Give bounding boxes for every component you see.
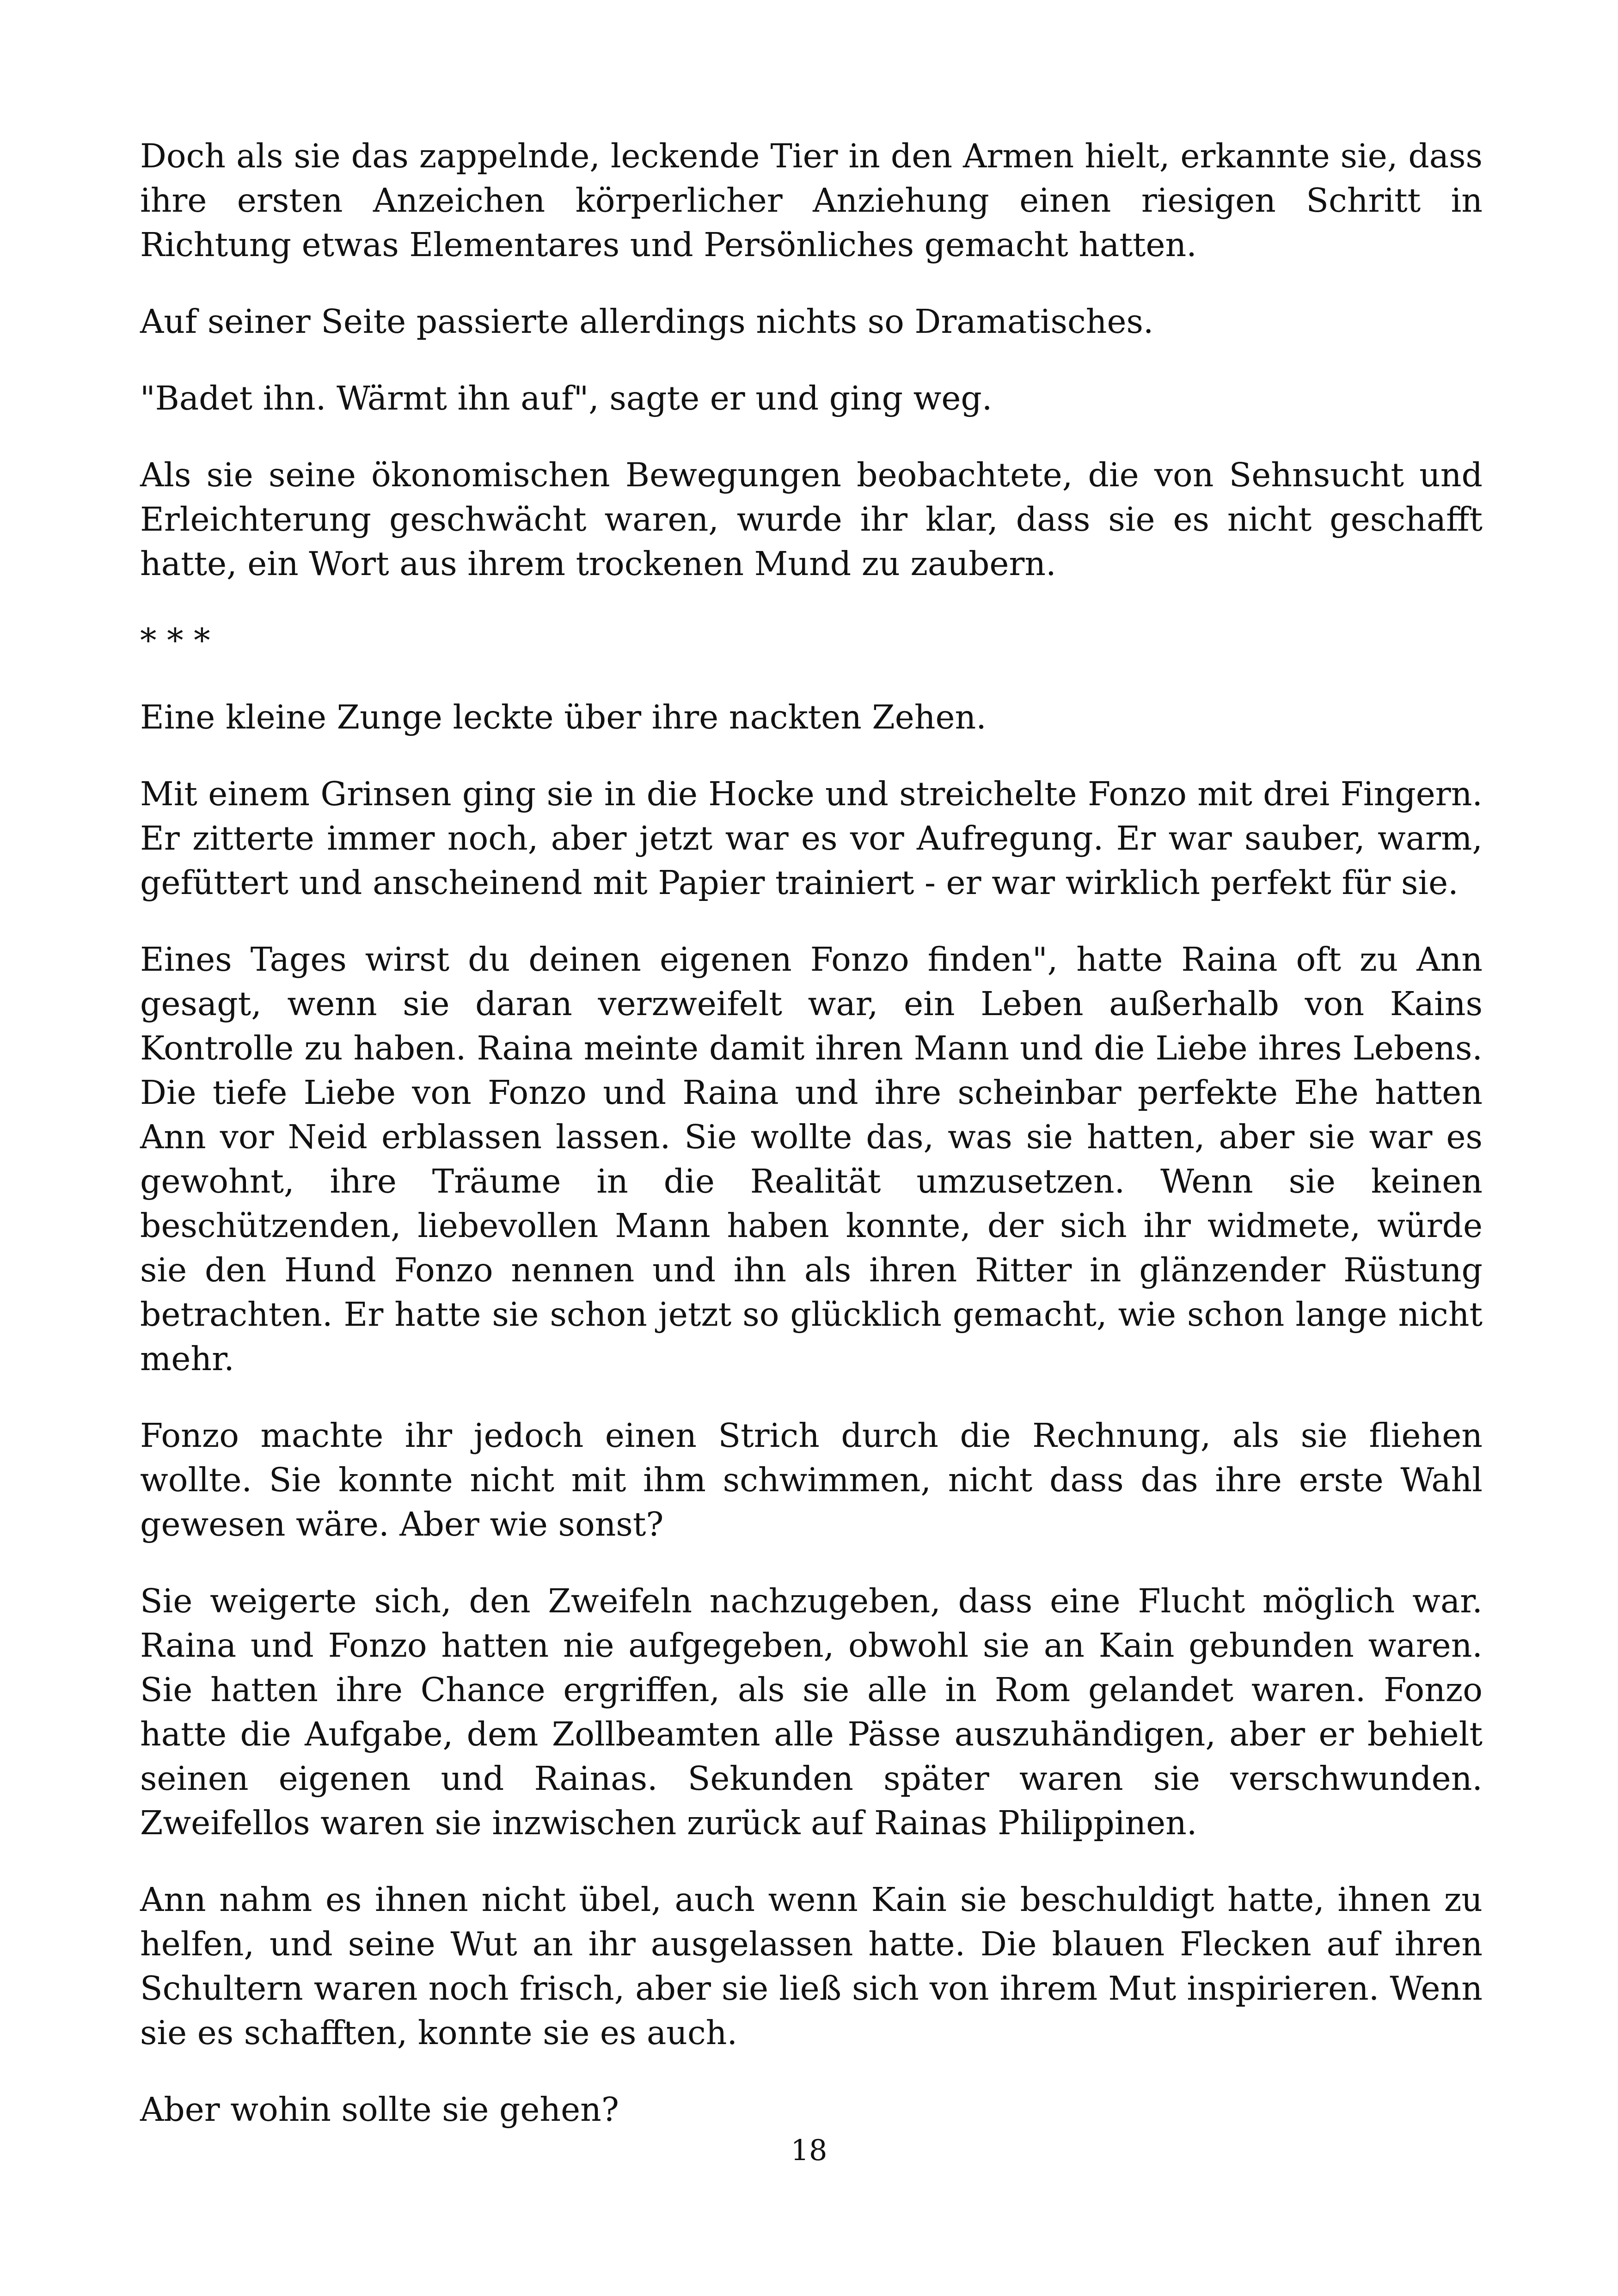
paragraph: Fonzo machte ihr jedoch einen Strich durch die Rechnung, als sie fliehen wollte. Sie konnte nicht mit ihm schwimmen, nicht dass das ihre erste Wahl gewesen wäre. Aber wie sonst?: [140, 1416, 1483, 1543]
paragraph: "Badet ihn. Wärmt ihn auf", sagte er und ging weg.: [140, 379, 993, 417]
paragraph: Mit einem Grinsen ging sie in die Hocke und streichelte Fonzo mit drei Fingern. Er zitterte immer noch, aber jetzt war es vor Aufregung. Er war sauber, warm, gefüttert und anscheinend mit Papier trainiert - er war wirklich perfekt für sie.: [140, 775, 1483, 902]
body-text: [140, 134, 1483, 2164]
scene-break: * * *: [140, 621, 210, 660]
paragraph: Eines Tages wirst du deinen eigenen Fonzo finden", hatte Raina oft zu Ann gesagt, wenn sie daran verzweifelt war, ein Leben außerhalb von Kains Kontrolle zu haben. Raina meinte damit ihren Mann und die Liebe ihres Lebens. Die tiefe Liebe von Fonzo und Raina und ihre scheinbar perfekte Ehe hatten Ann vor Neid erblassen lassen. Sie wollte das, was sie hatten, aber sie war es gewohnt, ihre Träume in die Realität umzusetzen. Wenn sie keinen beschützenden, liebevollen Mann haben konnte, der sich ihr widmete, würde sie den Hund Fonzo nennen und ihn als ihren Ritter in glänzender Rüstung betrachten. Er hatte sie schon jetzt so glücklich gemacht, wie schon lange nicht mehr.: [140, 940, 1483, 1378]
paragraph: Ann nahm es ihnen nicht übel, auch wenn Kain sie beschuldigt hatte, ihnen zu helfen, und seine Wut an ihr ausgelassen hatte. Die blauen Flecken auf ihren Schultern waren noch frisch, aber sie ließ sich von ihrem Mut inspirieren. Wenn sie es schafften, konnte sie es auch.: [140, 1880, 1483, 2052]
paragraph: Eine kleine Zunge leckte über ihre nackten Zehen.: [140, 698, 987, 736]
paragraph: Aber wohin sollte sie gehen?: [140, 2090, 619, 2129]
page-number: 18: [791, 2133, 827, 2167]
paragraph: Als sie seine ökonomischen Bewegungen beobachtete, die von Sehnsucht und Erleichterung geschwächt waren, wurde ihr klar, dass sie es nicht geschafft hatte, ein Wort aus ihrem trockenen Mund zu zaubern.: [140, 456, 1483, 583]
paragraph: Doch als sie das zappelnde, leckende Tier in den Armen hielt, erkannte sie, dass ihre ersten Anzeichen körperlicher Anziehung einen riesigen Schritt in Richtung etwas Elementares und Persönliches gemacht hatten.: [140, 137, 1483, 264]
paragraph: Sie weigerte sich, den Zweifeln nachzugeben, dass eine Flucht möglich war. Raina und Fonzo hatten nie aufgegeben, obwohl sie an Kain gebunden waren. Sie hatten ihre Chance ergriffen, als sie alle in Rom gelandet waren. Fonzo hatte die Aufgabe, dem Zollbeamten alle Pässe auszuhändigen, aber er behielt seinen eigenen und Rainas. Sekunden später waren sie verschwunden. Zweifellos waren sie inzwischen zurück auf Rainas Philippinen.: [140, 1582, 1483, 1842]
paragraph: Auf seiner Seite passierte allerdings nichts so Dramatisches.: [140, 302, 1154, 341]
